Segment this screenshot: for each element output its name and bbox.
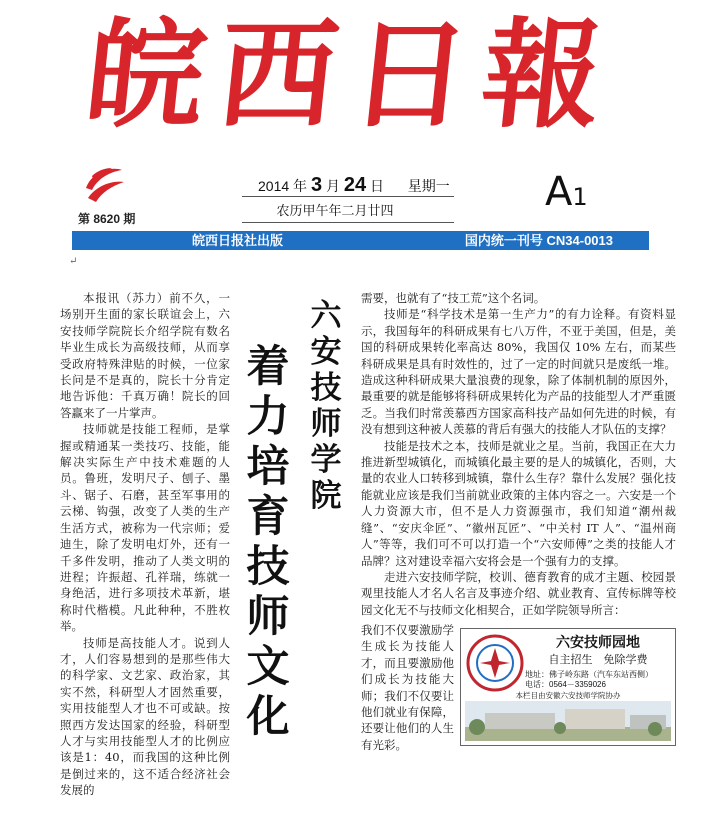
- article-column-wrap: [361, 622, 454, 753]
- publication-date: [258, 174, 450, 197]
- masthead: [0, 0, 702, 150]
- school-emblem-icon: [466, 634, 524, 692]
- headline-block: [232, 290, 358, 760]
- issue-number: 第 8620 期: [78, 212, 136, 226]
- lunar-date-text: 农历甲午年二月廿四: [276, 204, 394, 219]
- date-year: 2014: [258, 178, 290, 194]
- article-paragraph: 技师是“科学技术是第一生产力”的有力诠释。有资料显示，我国每年的科研成果有七八万件，不亚于美国，但是，美国的科研成果转化率高达 80%，我国仅 10% 左右，而某些科研成果是具有时效性的，过了一定的时间就只是废纸一堆。造成这种科研成果大量浪费的现象，除了体制机制的原因外，最重要的就是能够将科研成果转化为产品的技能型人才严重匮乏。当我们时常羡慕西方国家高科技产品如何先进的时候，有没有想到这种被人羡慕的背后有强大的技能人才队伍的支撑？: [361, 307, 676, 437]
- page-number: [545, 170, 588, 219]
- article-paragraph: 技师是高技能人才。说到人才，人们容易想到的是那些伟大的科学家、文艺家、政治家，其实不然，科研型人才固然重要，实用技能型人才也不可或缺。按照西方发达国家的经验，科研型人才与实用技能型人才的比例应该是1：40，而我国的这种比例是倒过来的，这不适合经济社会发展的: [60, 635, 230, 798]
- ad-address: 地址：佛子岭东路（汽车东站西侧）: [525, 670, 653, 679]
- school-advertisement: [460, 628, 676, 746]
- article-headline: 着力培育技师文化: [246, 342, 290, 742]
- article-paragraph: 技能是技术之本，技师是就业之星。当前，我国正在大力推进新型城镇化，而城镇化最主要的是人的城镇化，否则，大量的农业人口转移到城镇，靠什么生存？靠什么发展？强化技能就业应该是我们当前就业政策的主体内容之一。六安是一个人力资源大市，但不是人力资源强市，我们知道“潮州裁缝”、“安庆伞匠”、“徽州瓦匠”、“中关村 IT 人”、“温州商人”等等，我们可不可以打造一个“六安师傅”之类的技能人才品牌？这对建设幸福六安将会是一个强有力的支撑。: [361, 438, 676, 568]
- date-rule-bottom: [242, 222, 454, 223]
- article: [60, 290, 676, 810]
- page-digit: 1: [572, 183, 588, 211]
- campus-photo: [465, 701, 671, 741]
- article-column-right: [361, 290, 676, 618]
- date-weekday: 星期一: [407, 178, 450, 194]
- date-year-unit: 年: [293, 178, 308, 194]
- newspaper-title: 皖西日報: [79, 5, 623, 144]
- issn-number: 国内统一刊号 CN34-0013: [464, 233, 613, 248]
- date-day-unit: 日: [369, 178, 384, 194]
- article-paragraph: 需要，也就有了“技工荒”这个名词。: [361, 291, 546, 305]
- article-column-left: [60, 290, 230, 799]
- date-rule-top: [242, 196, 454, 197]
- page-letter: A: [545, 169, 573, 215]
- publisher-banner: [72, 231, 649, 250]
- date-month-unit: 月: [325, 178, 340, 194]
- ad-note: 本栏目由安徽六安技师学院协办: [515, 691, 621, 700]
- ad-title: 六安技师园地: [556, 634, 640, 650]
- lunar-date: [0, 200, 702, 219]
- article-paragraph: 我们不仅要激励学生成长为技能人才，而且要激励他们成长为技能大师；我们不仅要让他们就业有保障，还要让他们的人生有光彩。: [361, 623, 454, 752]
- article-kicker: 六安技师学院: [310, 298, 342, 514]
- return-mark: ↵: [69, 256, 78, 267]
- date-day: 24: [343, 174, 367, 196]
- article-paragraph: 走进六安技师学院，校训、德育教育的成才主题、校园景观里技能人才名人名言及事迹介绍、就业教育、宣传标牌等校园文化无不与技师文化相契合，正如学院领导所言：: [361, 569, 676, 617]
- ad-phone: 电话：0564－3359026: [525, 680, 606, 689]
- article-paragraph: 技师就是技能工程师，是掌握或精通某一类技巧、技能，能解决实际生产中技术难题的人员。鲁班，发明尺子、刨子、墨斗、锯子、石磨，甚至军事用的云梯、钩强，改变了人类的生产生活方式，被称为一代宗师；爱迪生，除了发明电灯外，还有一千多件发明，推动了人类文明的进程；许振超、孔祥瑞，练就一身绝活，进行多项技术革新，堪称时代楷模。凡此种种，不胜枚举。: [60, 422, 230, 634]
- article-paragraph: 本报讯（苏力）前不久，一场别开生面的家长联谊会上，六安技师学院院长介绍学院有数名毕业生成长为高级技师，从而享受政府特殊津贴的时候，一位家长问是不是真的，院长十分肯定地告诉他：千真万确！院长的回答赢来了一片掌声。: [60, 291, 230, 420]
- date-month: 3: [310, 174, 323, 196]
- publisher-name: 皖西日报社出版: [192, 233, 284, 248]
- ad-slogan: 自主招生 免除学费: [548, 653, 648, 666]
